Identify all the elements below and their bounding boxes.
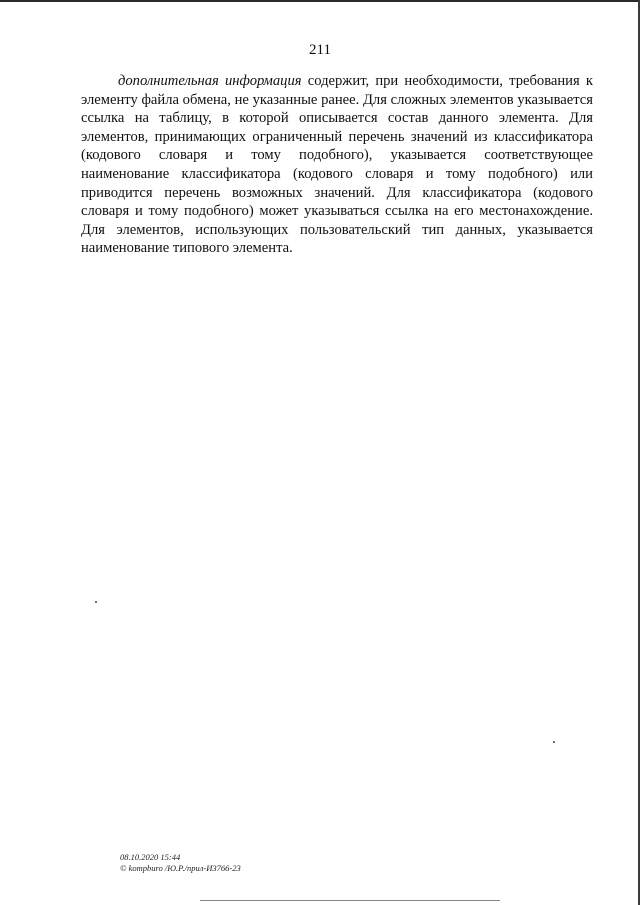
scan-speck	[553, 741, 555, 743]
paragraph-lead-term: дополнительная информация	[118, 73, 302, 89]
scan-edge-top	[0, 0, 640, 2]
footer-document-code: © kompburo /Ю.Р./прил-И3766-23	[120, 863, 241, 873]
body-paragraph	[81, 72, 593, 258]
scan-speck	[95, 601, 97, 603]
scan-bottom-line	[200, 900, 500, 901]
paragraph-text: содержит, при необходимости, требования к элементу файла обмена, не указанные ранее. Для сложных элементов указывается ссылка на таблицу, в которой описывается состав данного элемента. Для элементов, принимающих ограниченный перечень значений из классификатора (кодового словаря и тому подобного), указывается соответствующее наименование классификатора (кодового словаря и тому подобного) или приводится перечень возможных значений. Для классификатора (кодового словаря и тому подобного) может указываться ссылка на его местонахождение. Для элементов, использующих пользовательский тип данных, указывается наименование типового элемента.	[81, 73, 593, 257]
footer-timestamp: 08.10.2020 15:44	[120, 852, 181, 862]
page-number: 211	[309, 42, 331, 58]
footer-stamp	[120, 852, 241, 874]
